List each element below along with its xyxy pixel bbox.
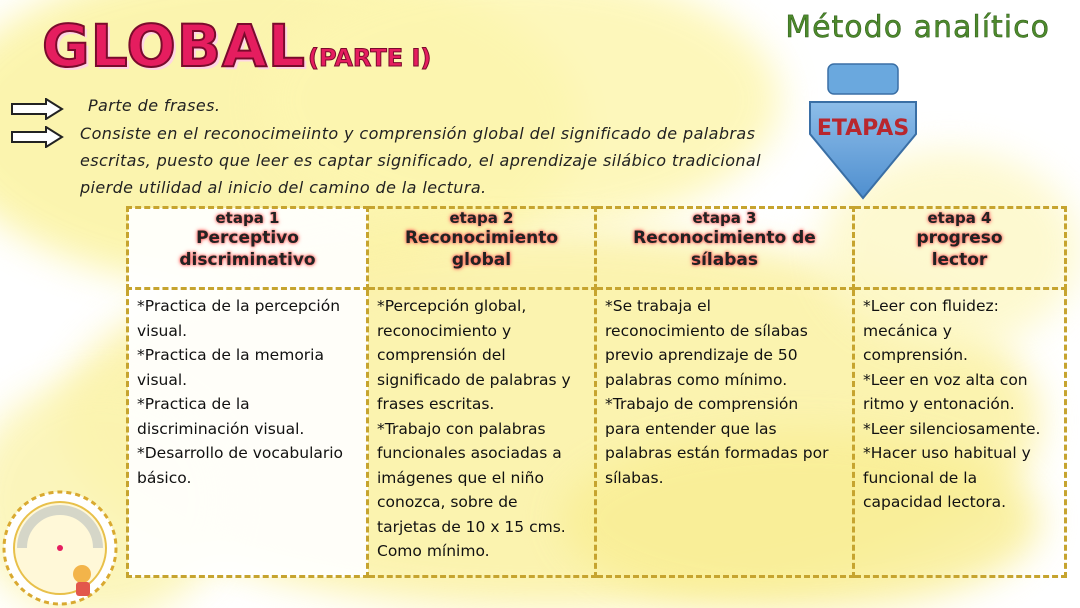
- method-label: Método analítico: [785, 10, 1050, 45]
- cell-line: *Leer en voz alta con: [863, 370, 1028, 389]
- stage-name: discriminativo: [179, 250, 316, 270]
- etapas-label: ETAPAS: [816, 116, 910, 141]
- table-header-row: [128, 208, 1066, 289]
- cell-line: conozca, sobre de: [377, 493, 518, 511]
- intro-line: pierde utilidad al inicio del camino de la lectura.: [80, 178, 487, 197]
- cell-line: *Trabajo de comprensión: [605, 395, 799, 413]
- cell-line: reconocimiento y: [377, 321, 512, 340]
- stage-cell: [596, 289, 854, 577]
- cell-line: palabras como mínimo.: [605, 370, 788, 389]
- page-subtitle: (PARTE I): [308, 44, 432, 72]
- cell-line: *Practica de la memoria: [137, 346, 324, 364]
- cell-line: Como mínimo.: [377, 542, 490, 560]
- cell-line: visual.: [137, 321, 188, 340]
- cell-line: *Trabajo con palabras: [377, 419, 546, 438]
- cell-line: frases escritas.: [377, 395, 495, 413]
- cell-line: funcional de la: [863, 468, 978, 487]
- stage-header: [368, 208, 596, 289]
- table-body-row: [128, 289, 1066, 577]
- stage-cell: [854, 289, 1066, 577]
- stage-name: Reconocimiento de: [633, 228, 816, 248]
- stage-number: etapa 2: [449, 209, 514, 227]
- cell-line: sílabas.: [605, 468, 664, 487]
- cell-line: para entender que las: [605, 419, 777, 438]
- stage-name: global: [451, 250, 512, 270]
- cell-line: *Leer silenciosamente.: [863, 419, 1041, 438]
- cell-line: palabras están formadas por: [605, 444, 829, 462]
- cell-line: visual.: [137, 370, 188, 389]
- page-title: GLOBAL: [42, 12, 306, 80]
- cell-line: comprensión.: [863, 346, 968, 364]
- arrow-right-icon: [10, 126, 64, 148]
- stage-cell: [368, 289, 596, 577]
- cell-line: *Desarrollo de vocabulario: [137, 444, 344, 462]
- cell-line: básico.: [137, 468, 192, 487]
- cell-line: comprensión del: [377, 346, 506, 364]
- intro-line: escritas, puesto que leer es captar significado, el aprendizaje silábico tradicional: [80, 151, 761, 170]
- cell-line: imágenes que el niño: [377, 468, 544, 487]
- cell-line: capacidad lectora.: [863, 493, 1007, 511]
- cell-line: *Hacer uso habitual y: [863, 444, 1031, 462]
- stage-number: etapa 1: [215, 209, 280, 227]
- cell-line: reconocimiento de sílabas: [605, 321, 808, 340]
- intro-line: Consiste en el reconocimeiinto y comprensión global del significado de palabras: [80, 124, 756, 143]
- cell-line: *Practica de la percepción: [137, 297, 341, 315]
- cell-line: previo aprendizaje de 50: [605, 346, 798, 364]
- cell-line: *Leer con fluidez:: [863, 297, 999, 315]
- stage-name: Perceptivo: [196, 228, 299, 248]
- stage-header: [854, 208, 1066, 289]
- cell-line: tarjetas de 10 x 15 cms.: [377, 517, 566, 536]
- cell-line: *Percepción global,: [377, 297, 527, 315]
- cell-line: *Practica de la: [137, 395, 250, 413]
- cell-line: *Se trabaja el: [605, 297, 711, 315]
- stage-name: lector: [931, 250, 988, 270]
- stages-table: [126, 206, 1067, 578]
- stage-name: progreso: [916, 228, 1003, 248]
- intro-line: Parte de frases.: [88, 96, 221, 115]
- arrow-right-icon: [10, 98, 64, 120]
- cell-line: funcionales asociadas a: [377, 444, 562, 462]
- cell-line: discriminación visual.: [137, 419, 305, 438]
- stage-name: Reconocimiento: [404, 228, 559, 248]
- stage-name: sílabas: [690, 250, 758, 270]
- cell-line: mecánica y: [863, 321, 952, 340]
- cell-line: significado de palabras y: [377, 370, 571, 389]
- brand-logo: [0, 488, 120, 608]
- stage-header: [596, 208, 854, 289]
- stage-header: [128, 208, 368, 289]
- stage-number: etapa 3: [692, 209, 757, 227]
- cell-line: ritmo y entonación.: [863, 395, 1015, 413]
- stage-cell: [128, 289, 368, 577]
- stage-number: etapa 4: [927, 209, 992, 227]
